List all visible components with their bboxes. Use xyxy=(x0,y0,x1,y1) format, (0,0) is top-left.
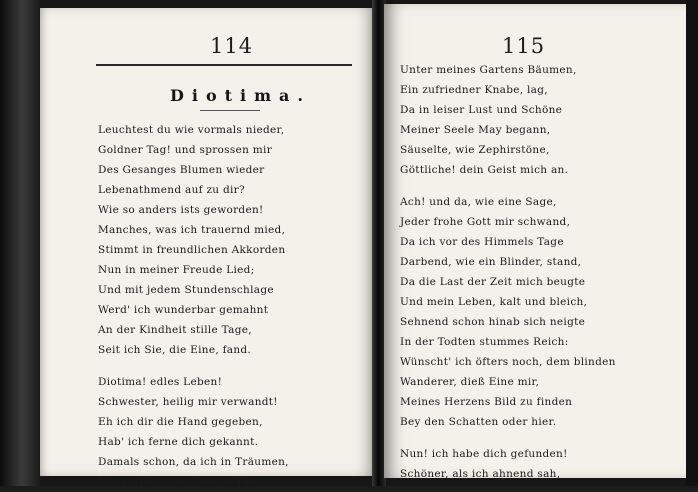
verse-line: Göttliche! dein Geist mich an. xyxy=(400,164,569,176)
right-poem-text xyxy=(400,60,616,484)
verse-line: Meines Herzens Bild zu finden xyxy=(400,396,573,408)
book-edge-right xyxy=(686,0,698,486)
verse-line: Jeder frohe Gott mir schwand, xyxy=(400,216,571,228)
verse-line: Wünscht' ich öfters noch, dem blinden xyxy=(400,356,616,368)
verse-line: Mir entlokt vom heitern Tag', xyxy=(98,476,263,488)
verse-line: Eh ich dir die Hand gegeben, xyxy=(98,416,263,428)
verse-line: Leuchtest du wie vormals nieder, xyxy=(98,124,285,136)
verse-line: Damals schon, da ich in Träumen, xyxy=(98,456,289,468)
verse-line: Goldner Tag! und sprossen mir xyxy=(98,144,273,156)
verse-line: Und mit jedem Stundenschlage xyxy=(98,284,274,296)
verse-line: Wie so anders ists geworden! xyxy=(98,204,264,216)
verse-line: Ein zufriedner Knabe, lag, xyxy=(400,84,548,96)
verse-line: Und mein Leben, kalt und bleich, xyxy=(400,296,588,308)
verse-line: Ach! und da, wie eine Sage, xyxy=(400,196,557,208)
header-rule xyxy=(96,64,352,66)
right-page xyxy=(384,4,686,478)
verse-line: Nun in meiner Freude Lied; xyxy=(98,264,255,276)
verse-line: Sehnend schon hinab sich neigte xyxy=(400,316,586,328)
verse-line: Des Gesanges Blumen wieder xyxy=(98,164,265,176)
left-page xyxy=(40,8,377,488)
page-number-right: 115 xyxy=(502,34,546,58)
verse-line: Schwester, heilig mir verwandt! xyxy=(98,396,278,408)
verse-line: Nun! ich habe dich gefunden! xyxy=(400,448,568,460)
page-number-left: 114 xyxy=(210,34,254,58)
verse-line: Werd' ich wunderbar gemahnt xyxy=(98,304,269,316)
verse-line: Meiner Seele May begann, xyxy=(400,124,551,136)
verse-line: Unter meines Gartens Bäumen, xyxy=(400,64,577,76)
book-edge-left xyxy=(0,0,40,486)
verse-line: Hab' ich ferne dich gekannt. xyxy=(98,436,259,448)
verse-line: Säuselte, wie Zephirstöne, xyxy=(400,144,550,156)
verse-line: Schöner, als ich ahnend sah, xyxy=(400,468,561,480)
verse-line: Diotima! edles Leben! xyxy=(98,376,223,388)
verse-line: Da ich vor des Himmels Tage xyxy=(400,236,564,248)
verse-line: Manches, was ich trauernd mied, xyxy=(98,224,286,236)
verse-line: Stimmt in freundlichen Akkorden xyxy=(98,244,286,256)
verse-line: Da die Last der Zeit mich beugte xyxy=(400,276,586,288)
title-underline xyxy=(200,110,260,111)
verse-line: Darbend, wie ein Blinder, stand, xyxy=(400,256,582,268)
stanza-gap xyxy=(98,360,289,372)
stanza-gap xyxy=(400,432,616,444)
poem-title: Diotima. xyxy=(170,86,311,105)
verse-line: Bey den Schatten oder hier. xyxy=(400,416,557,428)
verse-line: Seit ich Sie, die Eine, fand. xyxy=(98,344,252,356)
verse-line: Lebenathmend auf zu dir? xyxy=(98,184,245,196)
left-poem-text xyxy=(98,120,289,492)
verse-line: In der Todten stummes Reich: xyxy=(400,336,569,348)
verse-line: An der Kindheit stille Tage, xyxy=(98,324,252,336)
verse-line: Wanderer, dieß Eine mir, xyxy=(400,376,540,388)
stanza-gap xyxy=(400,180,616,192)
verse-line: Da in leiser Lust und Schöne xyxy=(400,104,563,116)
